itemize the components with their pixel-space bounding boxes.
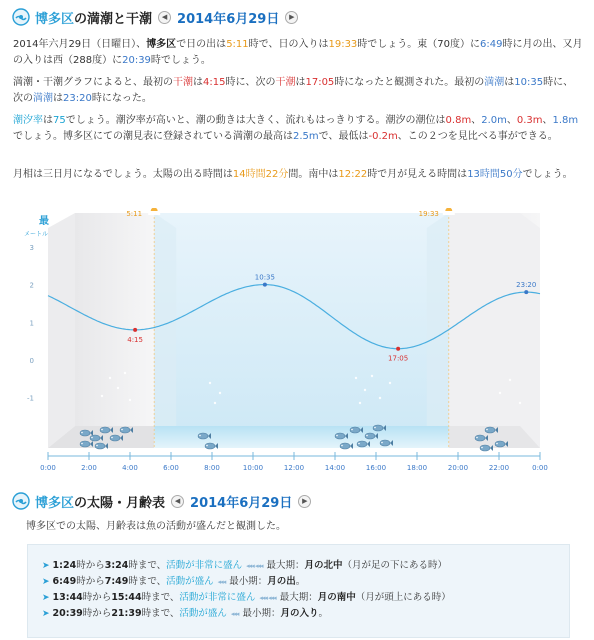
sun-icon <box>148 208 160 215</box>
y-axis-unit: メートル <box>23 231 49 238</box>
bubble <box>129 399 131 401</box>
x-tick-label: 4:00 <box>122 464 138 472</box>
night-panel-right <box>449 213 540 448</box>
high-tide-point <box>263 283 267 287</box>
arrow-icon: ➤ <box>42 593 50 603</box>
y-tick-label: 1 <box>29 319 34 328</box>
x-tick-label: 22:00 <box>488 464 510 472</box>
tide-logo-icon <box>12 8 30 26</box>
prev-day-button[interactable]: ◀ <box>171 495 184 508</box>
bubble <box>124 372 126 374</box>
bubble <box>219 392 221 394</box>
low-tide-point <box>396 347 400 351</box>
day-panel <box>154 213 449 426</box>
bubble <box>389 382 391 384</box>
night-panel <box>75 213 154 426</box>
bubble <box>359 402 361 404</box>
x-tick-label: 0:00 <box>532 464 548 472</box>
bubble <box>371 375 373 377</box>
high-tide-label: 23:20 <box>516 281 537 290</box>
x-tick-label: 16:00 <box>365 464 387 472</box>
x-tick-label: 20:00 <box>447 464 469 472</box>
bubble <box>209 382 211 384</box>
sun-moon-header <box>12 491 317 511</box>
moon-phase-summary: 月相は三日月になるでしょう。太陽の出る時間は14時間22分間。南中は12:22時で月が見える時間は13時間50分でしょう。 <box>13 169 573 180</box>
fish-icon: ◂◂◂ <box>217 578 226 586</box>
tide-logo-icon <box>12 492 30 510</box>
fish-icon: ◂◂◂ <box>230 610 239 618</box>
activity-row: ➤ 6:49時から7:49時まで、活動が盛ん ◂◂◂ 最小期：月の出。 <box>42 576 306 587</box>
bubble <box>214 402 216 404</box>
date-link[interactable]: 2014年6月29日 <box>177 11 280 27</box>
bubble <box>101 395 103 397</box>
fish-icon: ◂◂◂ ◂◂◂ <box>246 562 263 570</box>
y-axis-label: 最 <box>39 216 49 227</box>
sun-moon-summary: 2014年六月29日（日曜日）、博多区で日の出は5:11時で、日の入りは19:33時でしょう。東（70度）に6:49時に月の出、又月の入りは西（288度）に20:39時でしょう。 <box>13 39 583 66</box>
fish-icon: ◂◂◂ ◂◂◂ <box>259 594 276 602</box>
x-tick-label: 12:00 <box>283 464 305 472</box>
bubble <box>109 377 111 379</box>
high-tide-point <box>524 290 528 294</box>
sun-icon <box>443 208 455 215</box>
high-tide-label: 10:35 <box>254 273 275 282</box>
low-tide-label: 4:15 <box>127 335 143 344</box>
tide-header <box>12 7 304 27</box>
activity-intro: 博多区での太陽、月齢表は魚の活動が盛んだと観測した。 <box>26 521 286 532</box>
x-tick-label: 0:00 <box>40 464 56 472</box>
activity-list <box>27 544 570 638</box>
day-side <box>154 213 176 448</box>
night-panel-left <box>48 213 75 448</box>
y-tick-label: -1 <box>27 394 34 403</box>
x-tick-label: 10:00 <box>242 464 264 472</box>
x-tick-label: 2:00 <box>81 464 97 472</box>
bubble <box>117 387 119 389</box>
activity-row: ➤ 20:39時から21:39時まで、活動が盛ん ◂◂◂ 最小期：月の入り。 <box>42 608 328 619</box>
y-tick-label: 0 <box>29 357 34 366</box>
low-tide-point <box>133 328 137 332</box>
x-tick-label: 14:00 <box>324 464 346 472</box>
next-day-button[interactable]: ▶ <box>298 495 311 508</box>
bubble <box>499 392 501 394</box>
low-tide-label: 17:05 <box>388 354 409 363</box>
tide-rate-summary: 潮汐率は75でしょう。潮汐率が高いと、潮の動きは大きく、流れもはっきりする。潮汐の潮位は0.8m、2.0m、0.3m、1.8mでしょう。博多区にての潮見表に登録されている満潮の最高は2.5mで、最低は-0.2m、この２つを見比べる事ができる。 <box>13 115 579 142</box>
sunset-label: 19:33 <box>418 210 439 218</box>
sunrise-label: 5:11 <box>126 210 143 218</box>
x-tick-label: 8:00 <box>204 464 220 472</box>
activity-row: ➤ 1:24時から3:24時まで、活動が非常に盛ん ◂◂◂ ◂◂◂ 最大期：月の北中（月が足の下にある時） <box>42 560 448 571</box>
page-title: 博多区の満潮と干潮 <box>35 11 153 27</box>
section-title: 博多区の太陽・月齢表 <box>35 495 166 511</box>
date-link[interactable]: 2014年6月29日 <box>190 495 293 511</box>
y-tick-label: 3 <box>29 243 34 252</box>
bubble <box>379 397 381 399</box>
bubble <box>519 402 521 404</box>
arrow-icon: ➤ <box>42 577 50 587</box>
bubble <box>364 389 366 391</box>
prev-day-button[interactable]: ◀ <box>158 11 171 24</box>
arrow-icon: ➤ <box>42 561 50 571</box>
bubble <box>355 377 357 379</box>
y-tick-label: 2 <box>29 281 34 290</box>
arrow-icon: ➤ <box>42 609 50 619</box>
day-side <box>427 213 449 448</box>
next-day-button[interactable]: ▶ <box>285 11 298 24</box>
bubble <box>509 379 511 381</box>
tide-chart <box>0 208 594 478</box>
activity-row: ➤ 13:44時から15:44時まで、活動が非常に盛ん ◂◂◂ ◂◂◂ 最大期：月の南中（月が頭上にある時） <box>42 592 451 603</box>
x-tick-label: 18:00 <box>406 464 428 472</box>
tide-summary: 満潮・干潮グラフによると、最初の干潮は4:15時に、次の干潮は17:05時になったと観測された。最初の満潮は10:35時に、次の満潮は23:20時になった。 <box>13 77 574 104</box>
x-tick-label: 6:00 <box>163 464 179 472</box>
